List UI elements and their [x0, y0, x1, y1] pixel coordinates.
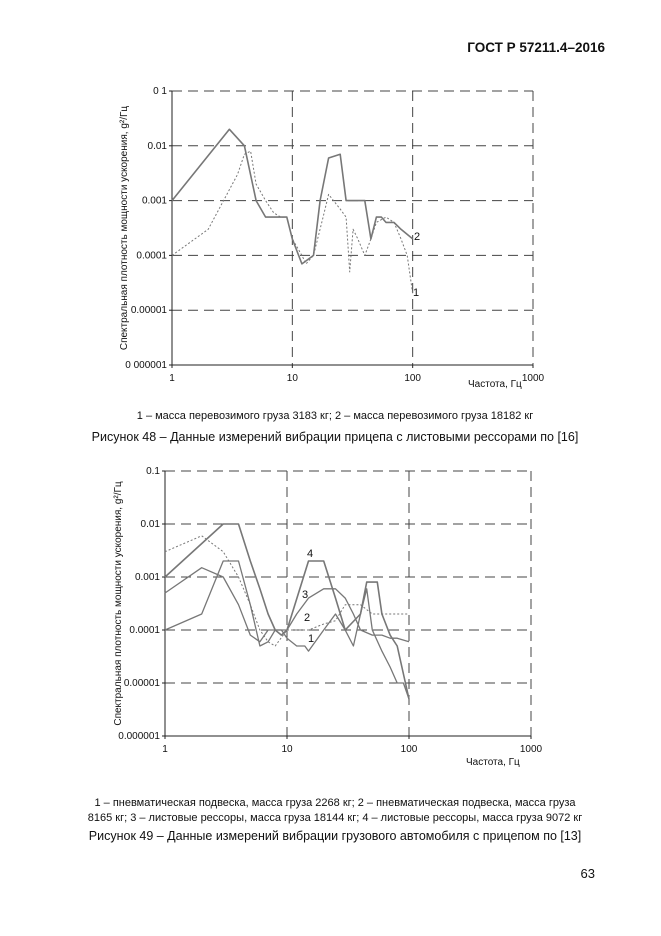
x-tick-label: 1 [169, 373, 175, 384]
series-label-4: 4 [307, 548, 314, 560]
document-header: ГОСТ Р 57211.4–2016 [467, 40, 605, 55]
y-tick-label: 0.0001 [136, 250, 167, 262]
x-tick-label: 1 [162, 744, 168, 755]
y-tick-label: 0.000001 [118, 731, 160, 742]
y-tick-label: 0.001 [141, 195, 167, 207]
y-axis-title: Спектральная плотность мощности ускорения, g²/Гц [113, 481, 124, 726]
y-tick-label: 0.00001 [130, 305, 167, 317]
y-tick-label: 0.1 [146, 466, 160, 477]
x-tick-label: 1000 [519, 744, 543, 755]
y-tick-label: 0.01 [140, 519, 160, 530]
y-tick-label: 0 000001 [125, 360, 167, 371]
x-tick-label: 10 [286, 373, 298, 384]
x-tick-label: 100 [400, 744, 418, 755]
figure49-legend-line1: 1 – пневматическая подвеска, масса груза 2268 кг; 2 – пневматическая подвеска, масса груза [94, 797, 576, 809]
y-tick-label: 0.01 [147, 140, 167, 152]
series-label-2: 2 [414, 231, 421, 243]
series-label-1: 1 [413, 287, 420, 299]
y-tick-label: 0.001 [134, 572, 160, 583]
chart-2 [113, 466, 543, 768]
y-axis-title: Спектральная плотность мощности ускорения, g²/Гц [119, 105, 130, 351]
x-axis-title: Частота, Гц [466, 757, 520, 768]
series-label-2: 2 [304, 612, 311, 624]
x-tick-label: 10 [281, 744, 293, 755]
figure48-caption: Рисунок 48 – Данные измерений вибрации прицепа с листовыми рессорами по [16] [91, 430, 579, 444]
figure49-legend-line2: 8165 кг; 3 – листовые рессоры, масса груза 18144 кг; 4 – листовые рессоры, масса груза 9072 кг [87, 812, 583, 824]
figure49-caption: Рисунок 49 – Данные измерений вибрации грузового автомобиля с прицепом по [13] [88, 829, 582, 843]
series-label-1: 1 [308, 633, 315, 645]
x-tick-label: 100 [404, 373, 422, 384]
y-tick-label: 0 1 [153, 86, 167, 97]
x-axis-title: Частота, Гц [468, 379, 522, 390]
y-tick-label: 0.00001 [123, 678, 160, 689]
x-tick-label: 1000 [521, 373, 545, 384]
series-label-3: 3 [302, 589, 309, 601]
figure48-legend: 1 – масса перевозимого груза 3183 кг; 2 – масса перевозимого груза 18182 кг [136, 410, 534, 422]
chart-1 [119, 86, 545, 390]
y-tick-label: 0.0001 [129, 625, 160, 636]
page-number: 63 [580, 866, 595, 881]
